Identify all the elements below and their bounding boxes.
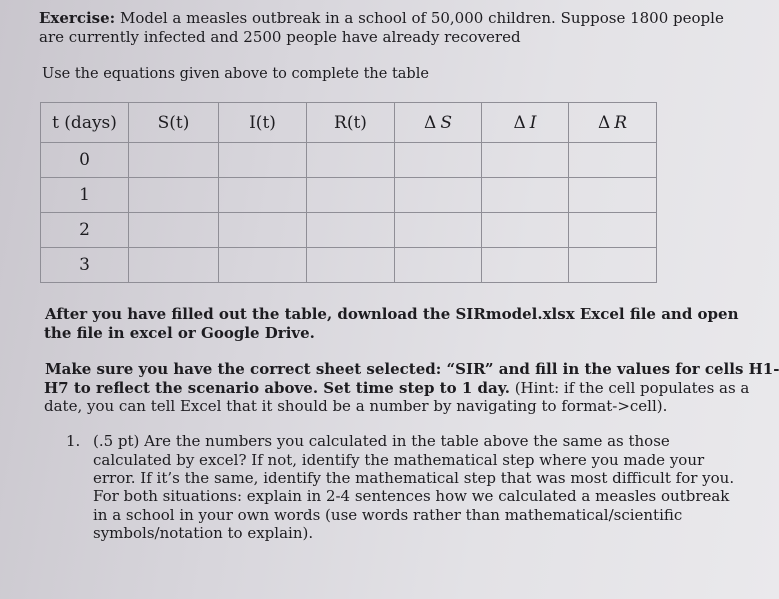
blank-cell (395, 143, 482, 178)
download-instruction-line-1: After you have filled out the table, download the SIRmodel.xlsx Excel file and open (45, 305, 739, 323)
table-header-row (41, 103, 657, 143)
delta-r-label: R (614, 112, 628, 133)
header-s: S(t) (129, 103, 219, 143)
question-line: calculated by excel? If not, identify the mathematical step where you made your (93, 451, 705, 469)
sheet-instruction-line-2 (44, 379, 749, 398)
delta-symbol: Δ (597, 112, 611, 133)
blank-cell (395, 213, 482, 248)
blank-cell (129, 213, 219, 248)
time-cell: 1 (41, 178, 129, 213)
blank-cell (569, 178, 657, 213)
question-line: For both situations: explain in 2-4 sentences how we calculated a measles outbreak (93, 487, 730, 505)
question-number: 1. (66, 432, 81, 450)
blank-cell (219, 178, 307, 213)
table-row (41, 143, 657, 178)
blank-cell (307, 143, 395, 178)
table-row (41, 178, 657, 213)
blank-cell (482, 178, 569, 213)
exercise-line-1 (39, 9, 724, 28)
sir-table (40, 102, 657, 283)
time-cell: 3 (41, 248, 129, 283)
blank-cell (219, 248, 307, 283)
blank-cell (129, 248, 219, 283)
question-line: symbols/notation to explain). (93, 524, 314, 542)
blank-cell (219, 213, 307, 248)
sheet-instruction-hint: (Hint: if the cell populates as a (509, 379, 750, 397)
delta-symbol: Δ (513, 112, 526, 133)
blank-cell (482, 213, 569, 248)
question-line: (.5 pt) Are the numbers you calculated in the table above the same as those (93, 432, 670, 450)
blank-cell (307, 248, 395, 283)
delta-symbol: Δ (424, 112, 437, 133)
blank-cell (219, 143, 307, 178)
question-line: error. If it’s the same, identify the mathematical step that was most difficult for you. (93, 469, 735, 487)
header-i: I(t) (219, 103, 307, 143)
exercise-label: Exercise: (39, 9, 116, 27)
blank-cell (307, 178, 395, 213)
blank-cell (129, 178, 219, 213)
header-delta-s (395, 103, 482, 143)
table-row (41, 213, 657, 248)
delta-s-label: S (440, 112, 452, 133)
question-line: in a school in your own words (use words rather than mathematical/scientific (93, 506, 683, 524)
time-cell: 0 (41, 143, 129, 178)
table-row (41, 248, 657, 283)
sheet-instruction-bold: H7 to reflect the scenario above. Set time step to 1 day. (44, 379, 510, 397)
sheet-instruction-line-3: date, you can tell Excel that it should be a number by navigating to format->cell). (44, 397, 668, 415)
blank-cell (569, 143, 657, 178)
sheet-instruction-line-1: Make sure you have the correct sheet selected: “SIR” and fill in the values for cells H1- (45, 360, 779, 378)
blank-cell (569, 213, 657, 248)
blank-cell (307, 213, 395, 248)
header-t-days: t (days) (41, 103, 129, 143)
blank-cell (395, 248, 482, 283)
exercise-text: Model a measles outbreak in a school of 50,000 children. Suppose 1800 people (115, 9, 724, 27)
blank-cell (129, 143, 219, 178)
blank-cell (482, 143, 569, 178)
download-instruction-line-2: the file in excel or Google Drive. (44, 324, 315, 342)
delta-i-label: I (529, 112, 537, 133)
header-delta-i (482, 103, 569, 143)
blank-cell (569, 248, 657, 283)
header-delta-r (569, 103, 657, 143)
exercise-line-2: are currently infected and 2500 people have already recovered (39, 28, 521, 46)
header-r: R(t) (307, 103, 395, 143)
blank-cell (395, 178, 482, 213)
blank-cell (482, 248, 569, 283)
time-cell: 2 (41, 213, 129, 248)
table-instruction: Use the equations given above to complete the table (42, 66, 429, 82)
